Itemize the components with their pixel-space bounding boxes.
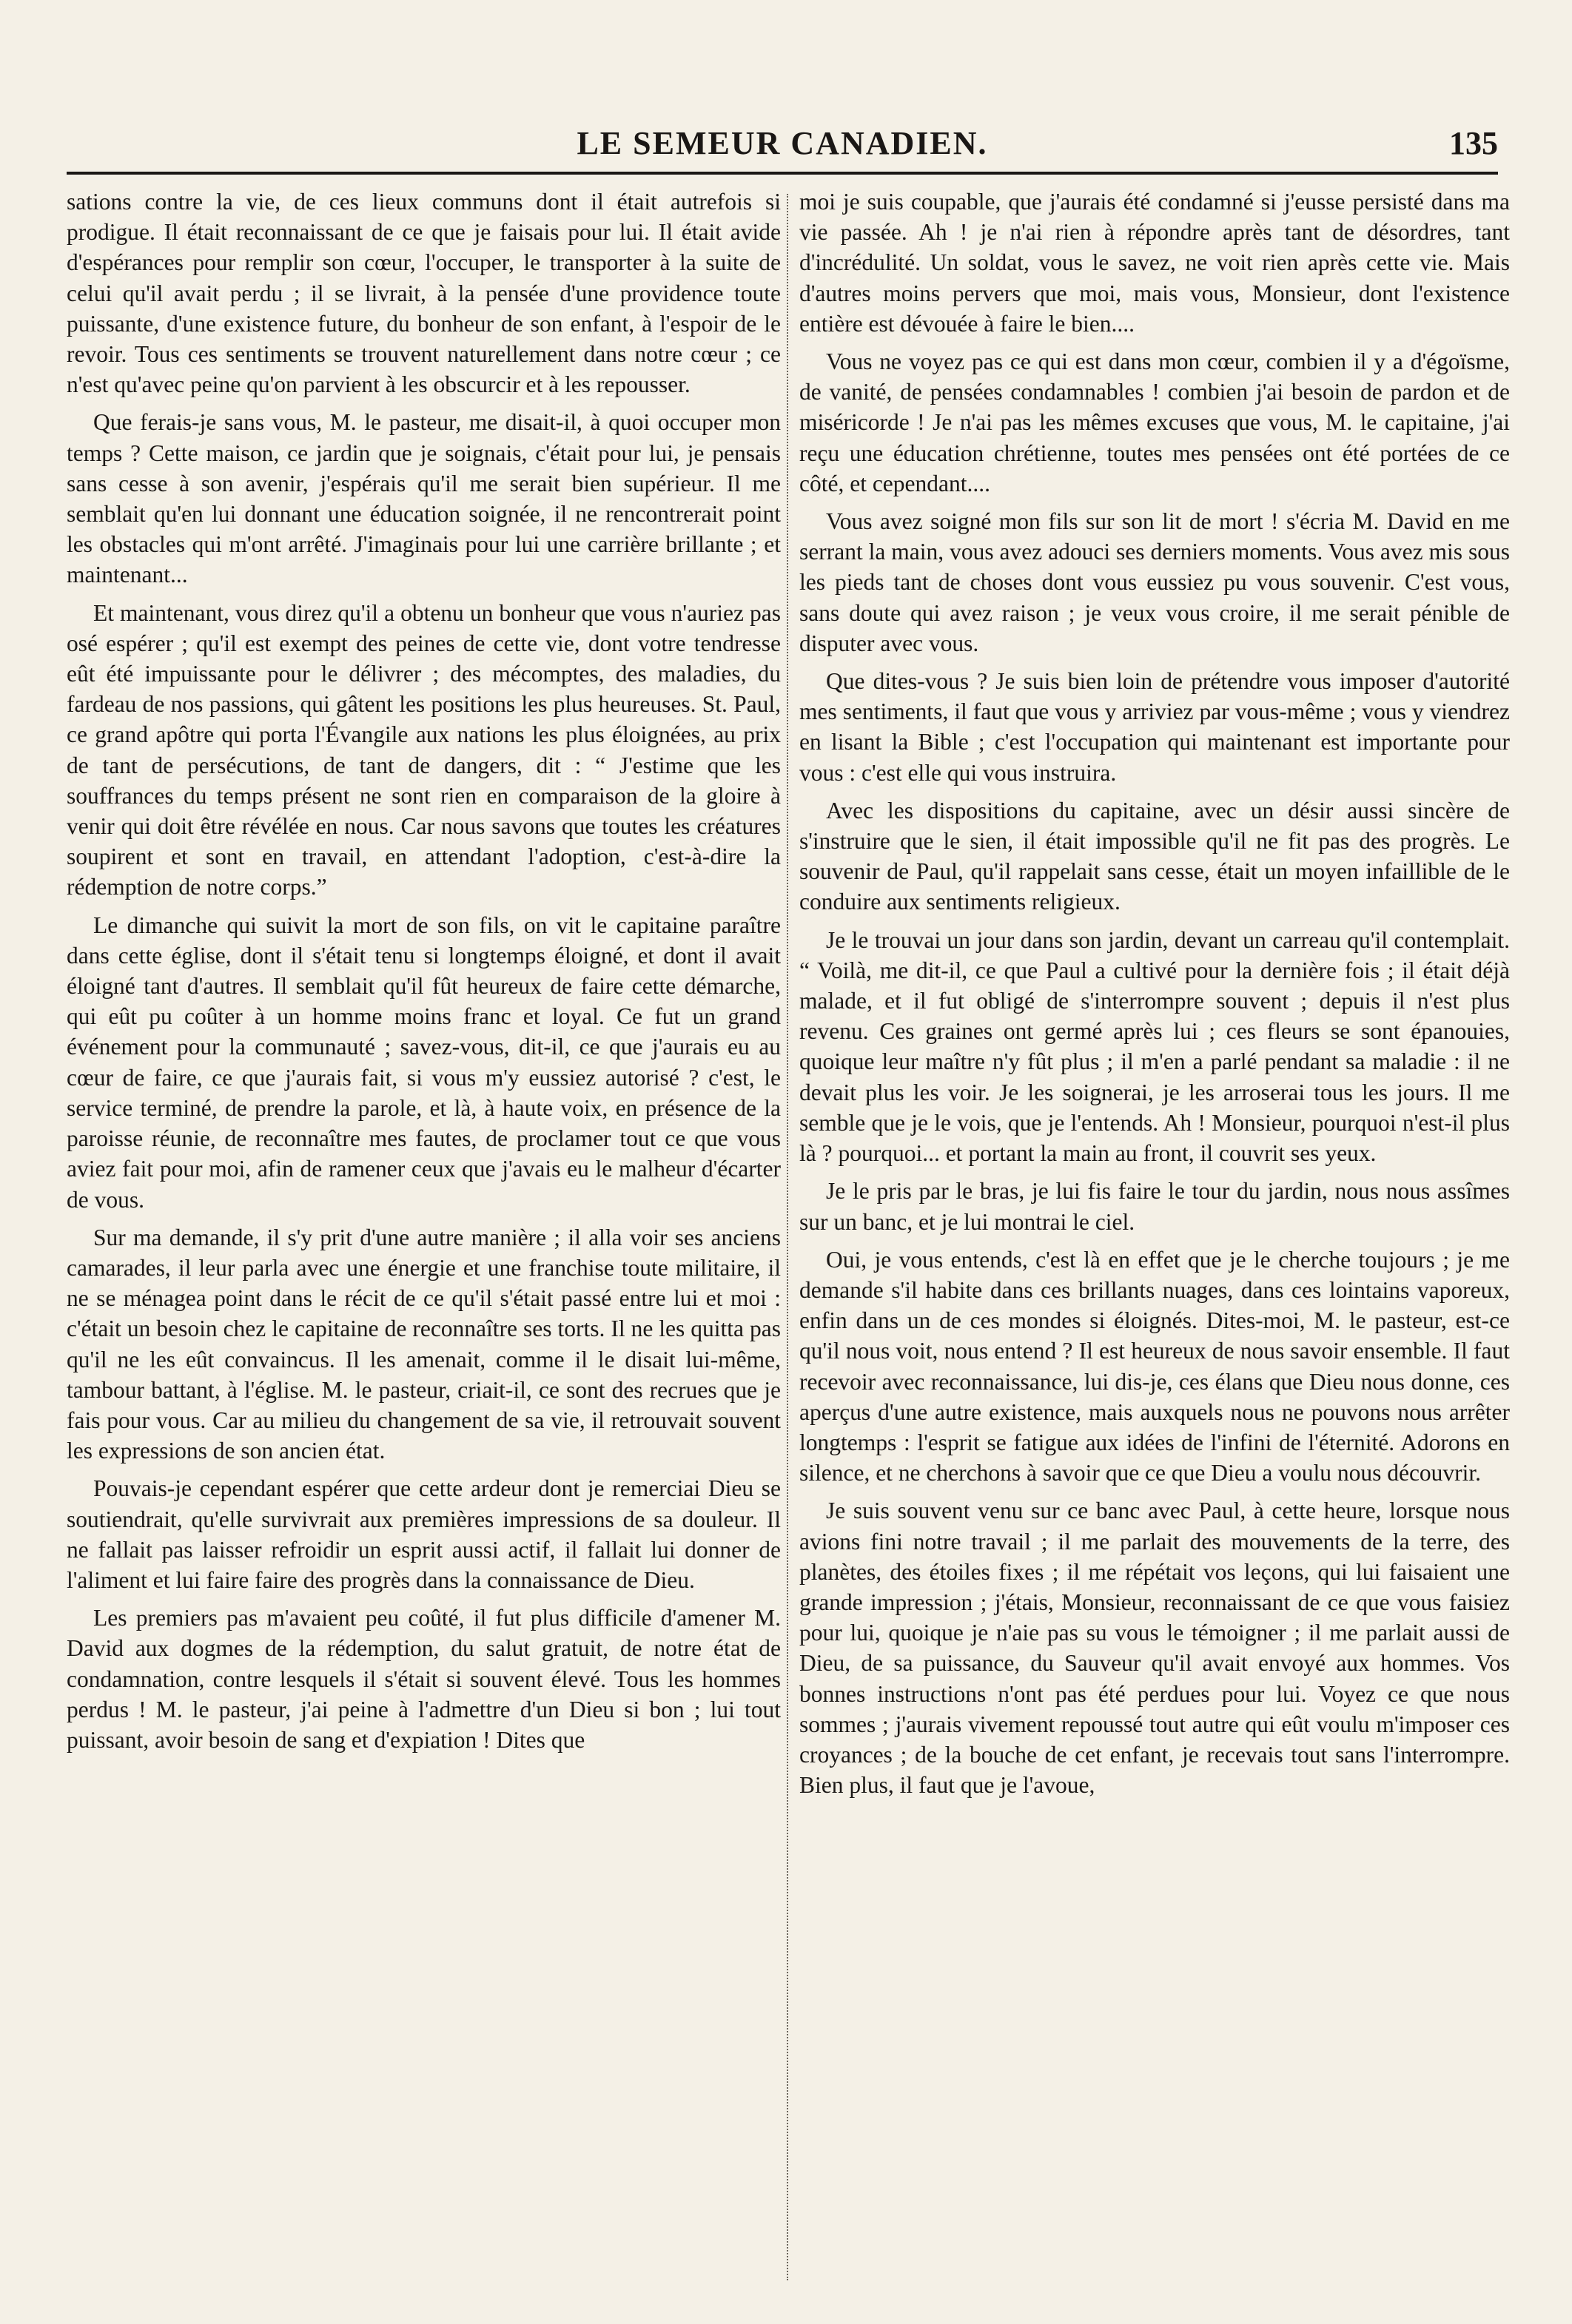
header-rule bbox=[67, 172, 1498, 175]
paragraph: Pouvais-je cependant espérer que cette ardeur dont je remerciai Dieu se soutiendrait, qu'elle survivrait aux premières impressions de sa douleur. Il ne fallait pas laisser refroidir un esprit aussi actif, il fallait lui donner de l'aliment et lui faire faire des progrès dans la connaissance de Dieu. bbox=[67, 1475, 781, 1593]
paragraph: Vous ne voyez pas ce qui est dans mon cœur, combien il y a d'égoïsme, de vanité, de pensées condamnables ! combien j'ai besoin de pardon et de miséricorde ! Je n'ai pas les mêmes excuses que vous, M. le capitaine, j'ai reçu une éducation chrétienne, toutes mes pensées ont été portées de ce côté, et cependant.... bbox=[799, 348, 1510, 496]
paragraph: Je le trouvai un jour dans son jardin, devant un carreau qu'il contemplait. “ Voilà, me dit-il, ce que Paul a cultivé pour la dernière fois ; il était déjà malade, et il fut obligé de s'interrompre souvent ; depuis il n'est plus revenu. Ces graines ont germé après lui ; ces fleurs se sont épanouies, quoique leur maître n'y fût plus ; il m'en a parlé pendant sa maladie : il ne devait plus les voir. Je les soignerai, je les arroserai tous les jours. Il me semble que je le vois, que je l'entends. Ah ! Monsieur, pourquoi n'est-il plus là ? pourquoi... et portant la main au front, il couvrit ses yeux. bbox=[799, 926, 1510, 1167]
page-header bbox=[67, 124, 1498, 169]
paragraph: Oui, je vous entends, c'est là en effet que je le cherche toujours ; je me demande s'il habite dans ces brillants nuages, dans ces lointains vaporeux, enfin dans un de ces mondes si éloignés. Dites-moi, M. le pasteur, est-ce qu'il nous voit, nous entend ? Il est heureux de nous savoir ensemble. Il faut recevoir avec reconnaissance, lui dis-je, ces élans que Dieu nous donne, ces aperçus d'une autre existence, mais auxquels nous ne pouvons nous arrêter longtemps : l'esprit se fatigue aux idées de l'infini de l'éternité. Adorons en silence, et ne cherchons à savoir que ce que Dieu a voulu nous découvrir. bbox=[799, 1246, 1510, 1486]
paragraph: Avec les dispositions du capitaine, avec un désir aussi sincère de s'instruire que le sien, il était impossible qu'il ne fit pas des progrès. Le souvenir de Paul, qu'il rappelait sans cesse, était un moyen infaillible de le conduire aux sentiments religieux. bbox=[799, 797, 1510, 915]
paragraph: Le dimanche qui suivit la mort de son fils, on vit le capitaine paraître dans cette église, dont il s'était tenu si longtemps éloigné, et dont il avait éloigné tant d'autres. Il semblait qu'il fût heureux de faire cette démarche, qui eût pu coûter à un homme moins franc et loyal. Ce fut un grand événement pour la communauté ; savez-vous, dit-il, ce que j'aurais eu au cœur de faire, ce que j'aurais fait, si vous m'y eussiez autorisé ? c'est, le service terminé, de prendre la parole, et là, à haute voix, en présence de la paroisse réunie, de reconnaître mes fautes, de proclamer tout ce que vous aviez fait pour moi, afin de ramener ceux que j'avais eu le malheur d'écarter de vous. bbox=[67, 912, 781, 1213]
column-divider bbox=[787, 194, 788, 2280]
paragraph: Je suis souvent venu sur ce banc avec Paul, à cette heure, lorsque nous avions fini notre travail ; il me parlait des mouvements de la terre, des planètes, des étoiles fixes ; il me répétait vos leçons, qui lui faisaient une grande impression ; j'étais, Monsieur, reconnaissant de ce que vous faisiez pour lui, quoique je n'aie pas su vous le témoigner ; il me parlait aussi de Dieu, de sa puissance, du Sauveur qu'il avait envoyé aux hommes. Vos bonnes instructions n'ont pas été perdues pour lui. Voyez ce que nous sommes ; j'aurais vivement repoussé tout autre qui eût voulu m'imposer ces croyances ; de la bouche de cet enfant, je recevais tout sans l'interrompre. Bien plus, il faut que je l'avoue, bbox=[799, 1498, 1510, 1799]
paragraph: Que ferais-je sans vous, M. le pasteur, me disait-il, à quoi occuper mon temps ? Cette maison, ce jardin que je soignais, c'était pour lui, je pensais sans cesse à son avenir, j'espérais qu'il me serait bien supérieur. Il me semblait qu'en lui donnant une éducation soignée, il ne rencontrerait point les obstacles qui m'ont arrêté. J'imaginais pour lui une carrière brillante ; et maintenant... bbox=[67, 409, 781, 588]
right-column bbox=[799, 186, 1510, 2288]
page-number: 135 bbox=[1449, 125, 1498, 161]
paragraph: moi je suis coupable, que j'aurais été condamné si j'eusse persisté dans ma vie passée. Ah ! je n'ai rien à répondre après tant de désordres, tant d'incrédulité. Un soldat, vous le savez, ne voit rien après cette vie. Mais d'autres moins pervers que moi, mais vous, Monsieur, dont l'existence entière est dévouée à faire le bien.... bbox=[799, 189, 1510, 337]
paragraph: Vous avez soigné mon fils sur son lit de mort ! s'écria M. David en me serrant la main, vous avez adouci ses derniers moments. Vous avez mis sous les pieds tant de choses dont vous eussiez pu vous souvenir. C'est vous, sans doute qui avez raison ; je veux vous croire, il me serait pénible de disputer avec vous. bbox=[799, 508, 1510, 656]
paragraph: Que dites-vous ? Je suis bien loin de prétendre vous imposer d'autorité mes sentiments, il faut que vous y arriviez par vous-même ; vous y viendrez en lisant la Bible ; c'est l'occupation qui maintenant est importante pour vous : c'est elle qui vous instruira. bbox=[799, 668, 1510, 786]
paragraph: sations contre la vie, de ces lieux communs dont il était autrefois si prodigue. Il était reconnaissant de ce que je faisais pour lui. Il était avide d'espérances pour remplir son cœur, l'occuper, le transporter à la suite de celui qu'il avait perdu ; il se livrait, à la pensée d'une providence toute puissante, d'une existence future, du bonheur de son enfant, à l'espoir de le revoir. Tous ces sentiments se trouvent naturellement dans notre cœur ; ce n'est qu'avec peine qu'on parvient à les obscurcir et à les repousser. bbox=[67, 189, 781, 398]
left-column bbox=[67, 186, 781, 2288]
paragraph: Et maintenant, vous direz qu'il a obtenu un bonheur que vous n'auriez pas osé espérer ; qu'il est exempt des peines de cette vie, dont votre tendresse eût été impuissante pour le délivrer ; des mécomptes, des maladies, du fardeau de nos passions, qui gâtent les positions les plus heureuses. St. Paul, ce grand apôtre qui porta l'Évangile aux nations les plus éloignées, au prix de tant de persécutions, de tant de dangers, dit : “ J'estime que les souffrances du temps présent ne sont rien en comparaison de la gloire à venir qui doit être révélée en nous. Car nous savons que toutes les créatures soupirent et sont en travail, en attendant l'adoption, c'est-à-dire la rédemption de notre corps.” bbox=[67, 599, 781, 900]
running-title: LE SEMEUR CANADIEN. bbox=[577, 125, 988, 161]
paragraph: Sur ma demande, il s'y prit d'une autre manière ; il alla voir ses anciens camarades, il leur parla avec une énergie et une franchise toute militaire, il ne se ménagea point dans le récit de ce qu'il s'était passé entre lui et moi : c'était un besoin chez le capitaine de reconnaître ses torts. Il ne les quitta pas qu'il ne les eût convaincus. Il les amenait, comme il le disait lui-même, tambour battant, à l'église. M. le pasteur, criait-il, ce sont des recrues que je fais pour vous. Car au milieu du changement de sa vie, il retrouvait souvent les expressions de son ancien état. bbox=[67, 1224, 781, 1464]
paragraph: Je le pris par le bras, je lui fis faire le tour du jardin, nous nous assîmes sur un banc, et je lui montrai le ciel. bbox=[799, 1178, 1510, 1235]
paragraph: Les premiers pas m'avaient peu coûté, il fut plus difficile d'amener M. David aux dogmes de la rédemption, du salut gratuit, de notre état de condamnation, contre lesquels il s'était si souvent élevé. Tous les hommes perdus ! M. le pasteur, j'ai peine à l'admettre d'un Dieu si bon ; lui tout puissant, avoir besoin de sang et d'expiation ! Dites que bbox=[67, 1605, 781, 1753]
